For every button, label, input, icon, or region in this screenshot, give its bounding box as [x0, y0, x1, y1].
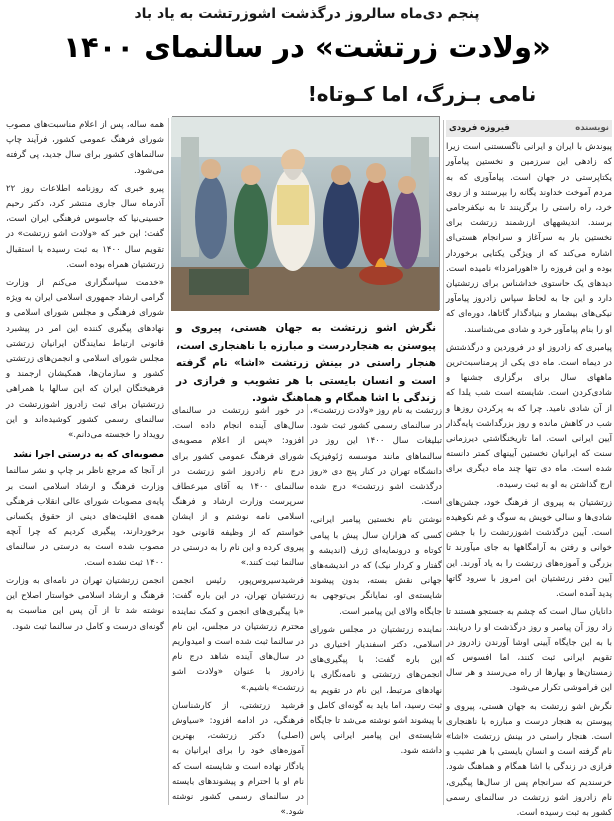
- article-column-middle-left: [172, 404, 305, 818]
- paragraph: «خدمت سپاسگزاری می‌کنم از وزارت گرامی ارشاد جمهوری اسلامی ایران به ویژه شورای فرهنگی و مجلس شورای اسلامی و نهادهای پیگیری کننده این امر در پیشبرد قانونی ارتباط نمایندگان ایرانیان زرتشتی مجلس شورای اسلامی و انجمن‌های زرتشتی کشور و سازمان‌ها، همکیشان ارجمند و فرهیختگان ایران که این سالها با همراهی زرتشتیان برای ثبت زادروز اشوزرتشت در سالنمای رسمی کشور کوشیده‌اند و این رویداد را خجسته می‌دانم.»: [6, 278, 164, 441]
- paragraph: همه ساله، پس از اعلام مناسبت‌های مصوب شورای فرهنگ عمومی کشور، فرآیند چاپ سالنماهای کشور برای سال جدید، پی گرفته می‌شود.: [6, 120, 164, 176]
- article-illustration: [172, 116, 440, 310]
- paragraph: پیامبری که زادروز او در فروردین و درگذشتش در دیماه است. ماه دی یکی از پرمناسبت‌ترین ماههای سال برای برگزاری جشنها و شادی‌کردن است. شایسته است شب یلدا که از آن شادی نامید. چرا که به پرکردن روزها و شب در کاهش مانده و روز بزرگداشت پایه‌گذار آیین ایرانی است. اما تاریخنگاشتی دیرزمانی سنت که ایرانیان نخستین آیینهای کمتر دانسته شده است. ماه دی تنها چند ماه دیگری برای ارج گذاشتن به او به ثبت رسیده.: [446, 342, 612, 490]
- paragraph: در خور اشو زرتشت در سالنمای سال‌های آینده انجام داده است. افزود: «پس از اعلام مصوبه‌ی شورای فرهنگ عمومی کشور برای درج نام زادروز اشو زرتشت در سالنمای ۱۴۰۰ به آقای میرعطاف سرپرست وزارت ارشاد و فرهنگ اسلامی نامه نوشتم و از ایشان خواستم که از وظیفه قانونی خود پیروی کرده و این نام را به درستی در سالنما ثبت کنند.»: [172, 406, 305, 569]
- subheadline: نامی بـزرگ، اما کـوتاه!: [307, 82, 537, 106]
- supertitle: پنجم دی‌ماه سالروز درگذشت اشوزرتشت به یاد باد: [134, 6, 480, 22]
- byline: [446, 120, 612, 137]
- paragraph: نگرش اشو زرتشت به جهان هستی، پیروی و پیوستن به هنجار درست و مبارزه با ناهنجاری است. هنجار راستی در بینش زرتشت «اشا» نام گرفته است و انسان بایستی با هر تشیب و فرازی در زندگی با اشا همگام و هماهنگ شود. خرسندیم که سرانجام پس از سال‌ها پیگیری، نام زادروز اشو زرتشت در سالنمای رسمی کشور به ثبت رسیده است.: [446, 701, 612, 818]
- pull-quote: نگرش اشو زرتشت به جهان هستی، پیروی و پیوستن به هنجاردرست و مبارزه با ناهنجاری است، هنجار راستی در بینش زرتشت «اشا» نام گرفته است و انسان بایستی با هر تشویب و فرازی در زندگی با اشا همگام و هماهنگ شود.: [176, 322, 436, 404]
- paragraph: نوشتن نام نخستین پیامبر ایرانی، کسی که هزاران سال پیش با پیامی کوتاه و درونمایه‌ای ژرف (اندیشه و گفتار و کردار نیک) که در اندیشه‌های جهانی نقش بسته، بدون پیشوند شایسته‌ی او، نمایانگر بی‌توجهی به جایگاه والای این پیامبر است.: [310, 515, 442, 617]
- paragraph: انجمن زرتشتیان تهران در نامه‌ای به وزارت فرهنگ و ارشاد اسلامی خواستار اصلاح این نوشته شد تا از آن پس این مناسبت به گونه‌ای درست و کامل در سالنما ثبت شود.: [6, 575, 164, 632]
- paragraph: پیرو خبری که روزنامه اطلاعات روز ۲۲ آذرماه سال جاری منتشر کرد، دکتر رحیم حسینی‌نیا که جاسوس فرهنگی ایران است، گفت: این خبر که «ولادت اشو زرتشت» در تقویم سال ۱۴۰۰ به ثبت رسیده با استقبال زرتشتیان همراه بوده است.: [6, 183, 164, 270]
- paragraph: نماینده زرتشتیان در مجلس شورای اسلامی، دکتر اسفندیار اختیاری در این باره گفت: با پیگیری‌های انجمن‌های زرتشتی و نامه‌نگاری با نهادهای مرتبط، این نام در تقویم به ثبت رسید، اما باید به گونه‌ای کامل و با پیشوند اشو نوشته می‌شد تا جایگاه شایسته‌ی این پیامبر ایرانی پاس داشته شود.: [310, 624, 442, 757]
- byline-author: فیروزه فرودی: [449, 123, 510, 133]
- article-column-left: [6, 118, 164, 805]
- paragraph: فرشید زرتشتی، از کارشناسان فرهنگی، در ادامه افزود: «سیاوش (اصلی) دکتر زرتشت، بهترین آموزه‌های خود را برای ایرانیان به یادگار نهاده است و شایسته است که نام او با احترام و پیشوندهای بایسته در سالنمای رسمی کشور نوشته شود.»: [172, 700, 304, 818]
- section-subheading: مصوبه‌ای که به درستی اجرا نشد: [13, 449, 164, 461]
- byline-label: نویسنده: [575, 123, 609, 133]
- paragraph: فرشیدسیروس‌پور، رئیس انجمن زرتشتیان تهران، در این باره گفت: «با پیگیری‌های انجمن و کمک نماینده محترم زرتشتیان در مجلس، این نام در سالنما ثبت شده است و امیدواریم در سال‌های آینده شاهد درج نام زادروز با عنوان «ولادت اشو زرتشت» باشیم.»: [172, 576, 304, 693]
- paragraph: زرتشت به نام روز «ولادت زرتشت»، در سالنمای رسمی کشور ثبت شود. تبلیغات سال ۱۴۰۰ این روز در سالنماهای مانند موسسه ژئوفیزیک دانشگاه تهران در کنار پنج دی «روز درگذشت اشو زرتشت» درج شده است.: [310, 406, 442, 508]
- paragraph: از آنجا که مرجع ناظر بر چاپ و نشر سالنما وزارت فرهنگ و ارشاد اسلامی است بر پایه‌ی مصوبات شورای عالی انقلاب فرهنگی همه‌ی اقلیت‌های دینی از حقوق یکسانی برخوردارند، پیگیری کردیم که چرا آنچه مصوب شده است به درستی در سالنمای ۱۴۰۰ ثبت نشده است.: [6, 466, 164, 568]
- paragraph: زرتشتیان به پیروی از فرهنگ خود، جشن‌های شادی‌ها و سالی خویش به سوگ و غم نکوهیده است. آیین درگذشت اشوزرتشت را با جشن خوانی و رفتن به آرامگاهها به جای میآورند تا بزرگی و آموزه‌های زرتشت را به یاد آورند. این آیین دفتر زرتشتیان این امروز با سرود گاتها پدید آمده است.: [446, 497, 612, 600]
- column-divider: [307, 404, 308, 805]
- article-column-right: [446, 120, 612, 818]
- article-column-middle-right: [310, 404, 442, 805]
- column-divider: [443, 120, 444, 805]
- column-divider: [168, 118, 169, 805]
- headline: «ولادت زرتشت» در سالنمای ۱۴۰۰: [63, 30, 551, 64]
- paragraph: پیوندش با ایران و ایرانی ناگسستنی است زیرا که زادهی این سرزمین و نخستین پیامآور یکتاپرستی در جهان است. پیامآوری که به مردم آموخت خداوند یگانه را بپرستند و از روی خرد، راه راستی را برگزینند تا به نیکفرجامی برسند. اندیشههای ارزشمند زرتشت برای نخستین بار به سرآغاز و سرانجام هستی‌ای اشاره می‌کند که از ویژگی یکتایی برخوردار بوده و این فروزه را «اهورامزدا» نامیده است. دیدهای یک حاستوی خداشناس برای زرتشتیان دارد و این جا به لحاظ سپاس زادروز پیامآور نیکی‌های بیشمار و بنیادگذار گاتاها، دوره‌ای که او را بنام پیامآور خرد و شادی می‌شناسند.: [446, 142, 612, 335]
- paragraph: دانایان سال است که چشم به جستجو هستند تا زاد روز آن پیامبر و روز درگذشت او را دریابند. با به این جایگاه آیینی اوشا آورندن زادروز در تقویم ایرانی ثبت کنند، اما افسوس که زمستان‌ها و بهارها از راه می‌رسند و هر سال این فراموشی تکرار می‌شود.: [446, 607, 612, 694]
